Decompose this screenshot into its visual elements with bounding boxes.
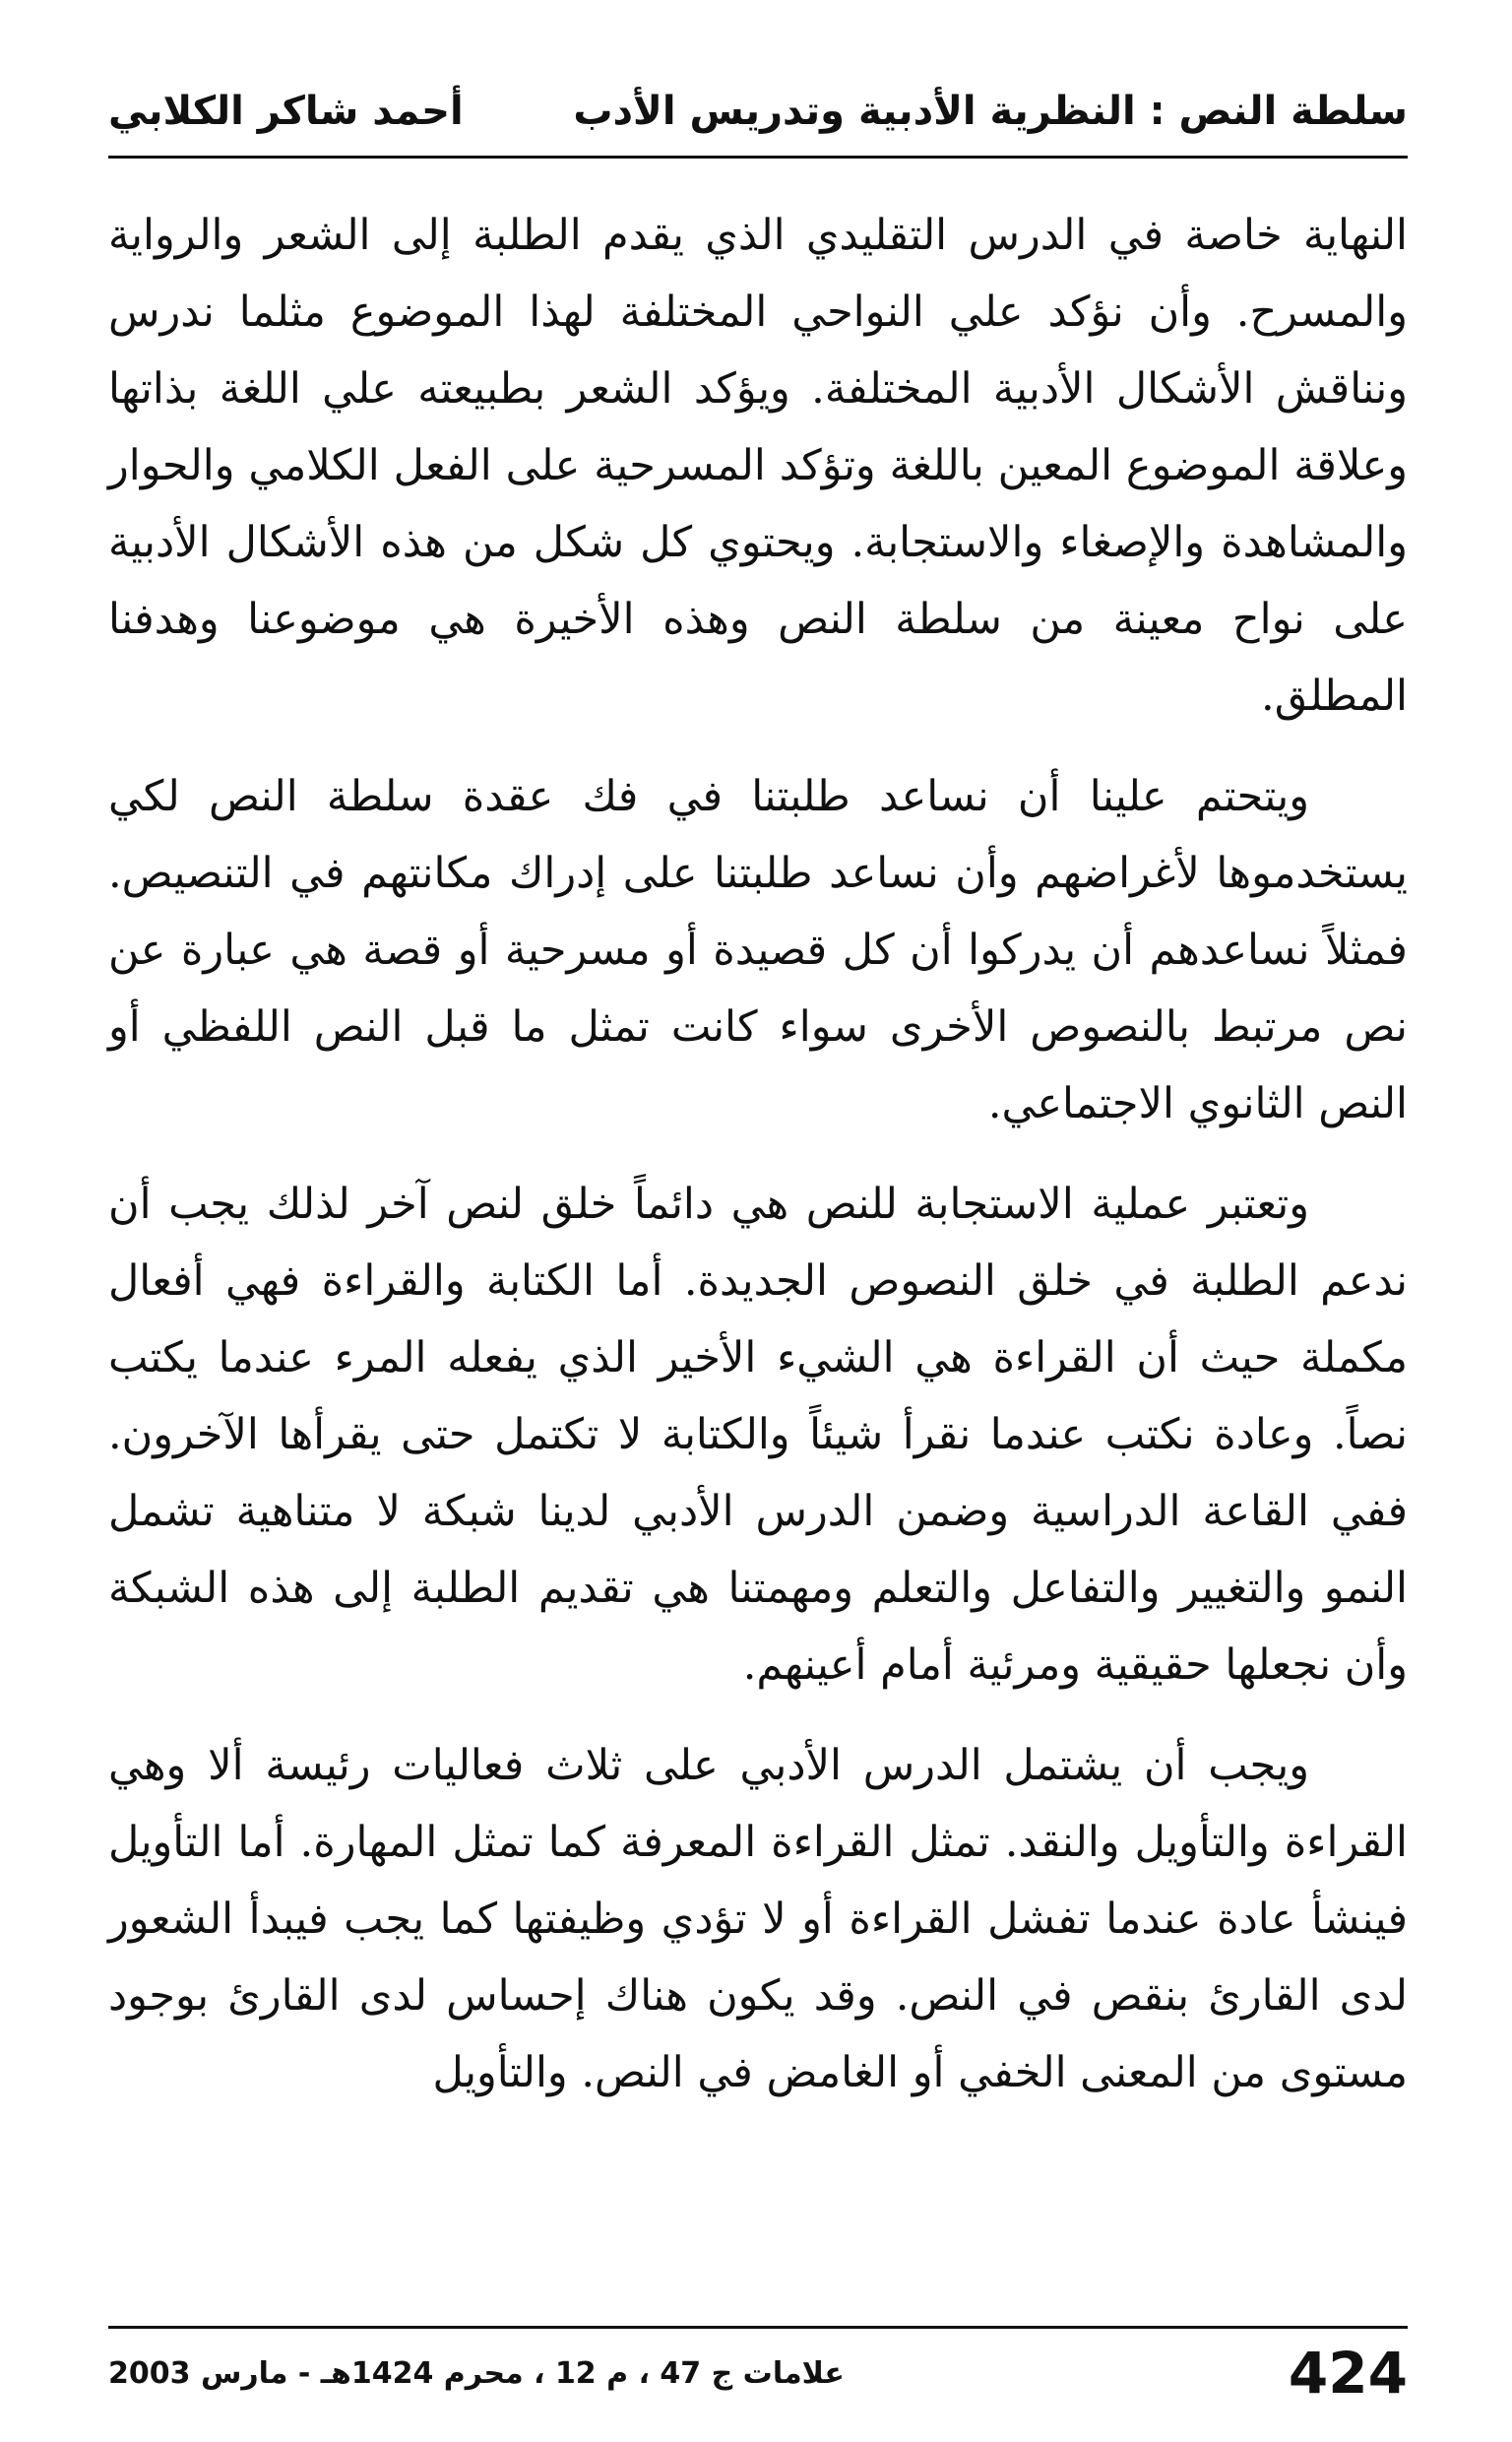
paragraph: النهاية خاصة في الدرس التقليدي الذي يقدم الطلبة إلى الشعر والرواية والمسرح. وأن نؤكد علي النواحي المختلفة لهذا الموضوع مثلما ندرس ونناقش الأشكال الأدبية المختلفة. ويؤكد الشعر بطبيعته علي اللغة بذاتها وعلاقة الموضوع المعين باللغة وتؤكد المسرحية على الفعل الكلامي والحوار والمشاهدة والإصغاء والاستجابة. ويحتوي كل شكل من هذه الأشكال الأدبية على نواح معينة من سلطة النص وهذه الأخيرة هي موضوعنا وهدفنا المطلق.	[108, 211, 1408, 721]
page-number: 424	[1288, 2340, 1408, 2407]
paragraph: وتعتبر عملية الاستجابة للنص هي دائماً خلق لنص آخر لذلك يجب أن ندعم الطلبة في خلق النصوص الجديدة. أما الكتابة والقراءة فهي أفعال مكملة حيث أن القراءة هي الشيء الأخير الذي يفعله المرء عندما يكتب نصاً. وعادة نكتب عندما نقرأ شيئاً والكتابة لا تكتمل حتى يقرأها الآخرون. ففي القاعة الدراسية وضمن الدرس الأدبي لدينا شبكة لا متناهية تشمل النمو والتغيير والتفاعل والتعلم ومهمتنا هي تقديم الطلبة إلى هذه الشبكة وأن نجعلها حقيقية ومرئية أمام أعينهم.	[108, 1180, 1408, 1690]
running-header	[108, 77, 1408, 146]
page-footer	[108, 2340, 1408, 2407]
journal-citation: علامات ج 47 ، م 12 ، محرم 1424هـ - مارس 2003	[108, 2355, 845, 2391]
body-text	[108, 197, 1408, 2135]
book-title: سلطة النص : النظرية الأدبية وتدريس الأدب	[573, 89, 1408, 134]
paragraph: ويجب أن يشتمل الدرس الأدبي على ثلاث فعاليات رئيسة ألا وهي القراءة والتأويل والنقد. تمثل القراءة المعرفة كما تمثل المهارة. أما التأويل فينشأ عادة عندما تفشل القراءة أو لا تؤدي وظيفتها كما يجب فيبدأ الشعور لدى القارئ بنقص في النص. وقد يكون هناك إحساس لدى القارئ بوجود مستوى من المعنى الخفي أو الغامض في النص. والتأويل	[108, 1741, 1408, 2097]
document-page	[108, 59, 1408, 2407]
paragraph: ويتحتم علينا أن نساعد طلبتنا في فك عقدة سلطة النص لكي يستخدموها لأغراضهم وأن نساعد طلبتنا على إدراك مكانتهم في التنصيص. فمثلاً نساعدهم أن يدركوا أن كل قصيدة أو مسرحية أو قصة هي عبارة عن نص مرتبط بالنصوص الأخرى سواء كانت تمثل ما قبل النص اللفظي أو النص الثانوي الاجتماعي.	[108, 772, 1408, 1128]
footer-divider	[108, 2326, 1408, 2329]
header-divider	[108, 156, 1408, 159]
author-name: أحمد شاكر الكلابي	[108, 89, 464, 134]
